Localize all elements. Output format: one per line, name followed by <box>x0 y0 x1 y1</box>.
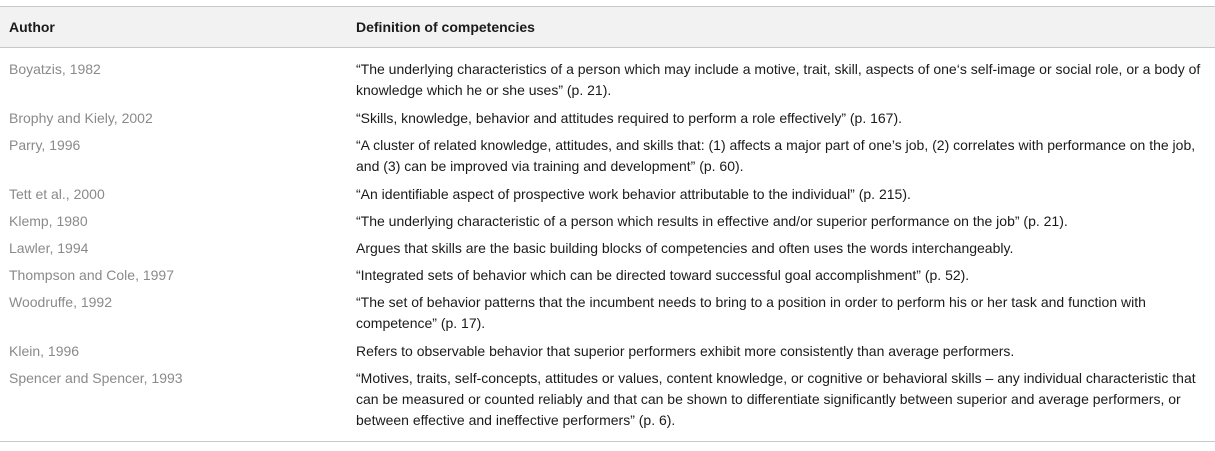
row-definition: Refers to observable behavior that superior performers exhibit more consistently than average performers. <box>356 343 1015 359</box>
row-author: Spencer and Spencer, 1993 <box>9 370 183 386</box>
row-author: Brophy and Kiely, 2002 <box>9 110 153 126</box>
row-author: Parry, 1996 <box>9 137 81 153</box>
bottom-rule <box>0 441 1215 442</box>
row-author: Klemp, 1980 <box>9 213 88 229</box>
row-definition: “Motives, traits, self-concepts, attitudes or values, content knowledge, or cognitive or behavioral skills – any individual characteristic that can be measured or counted reliably and that can be shown to differentiate significantly between superior and average performers, or between effective and ineffective performers” (p. 6). <box>356 370 1196 428</box>
row-author: Tett et al., 2000 <box>9 186 105 202</box>
row-author: Thompson and Cole, 1997 <box>9 267 174 283</box>
row-author: Woodruffe, 1992 <box>9 294 113 310</box>
row-definition: “Integrated sets of behavior which can be directed toward successful goal accomplishment” (p. 52). <box>356 267 970 283</box>
row-definition: “Skills, knowledge, behavior and attitudes required to perform a role effectively” (p. 167). <box>356 110 903 126</box>
table-header <box>0 7 1215 48</box>
row-definition: “The underlying characteristics of a person which may include a motive, trait, skill, aspects of one‘s self-image or social role, or a body of knowledge which he or she uses” (p. 21). <box>356 61 1201 98</box>
row-author: Klein, 1996 <box>9 343 80 359</box>
row-definition: “An identifiable aspect of prospective work behavior attributable to the individual” (p. 215). <box>356 186 911 202</box>
row-author: Boyatzis, 1982 <box>9 61 101 77</box>
row-author: Lawler, 1994 <box>9 240 89 256</box>
row-definition: “The set of behavior patterns that the incumbent needs to bring to a position in order to perform his or her task and function with competence” (p. 17). <box>356 294 1146 331</box>
row-definition: “A cluster of related knowledge, attitudes, and skills that: (1) affects a major part of one’s job, (2) correlates with performance on the job, and (3) can be improved via training and development” (p. 60). <box>356 137 1196 174</box>
row-definition: Argues that skills are the basic building blocks of competencies and often uses the words interchangeably. <box>356 240 1014 256</box>
row-definition: “The underlying characteristic of a person which results in effective and/or superior performance on the job” (p. 21). <box>356 213 1068 229</box>
header-definition: Definition of competencies <box>356 19 535 35</box>
header-author: Author <box>9 19 55 35</box>
